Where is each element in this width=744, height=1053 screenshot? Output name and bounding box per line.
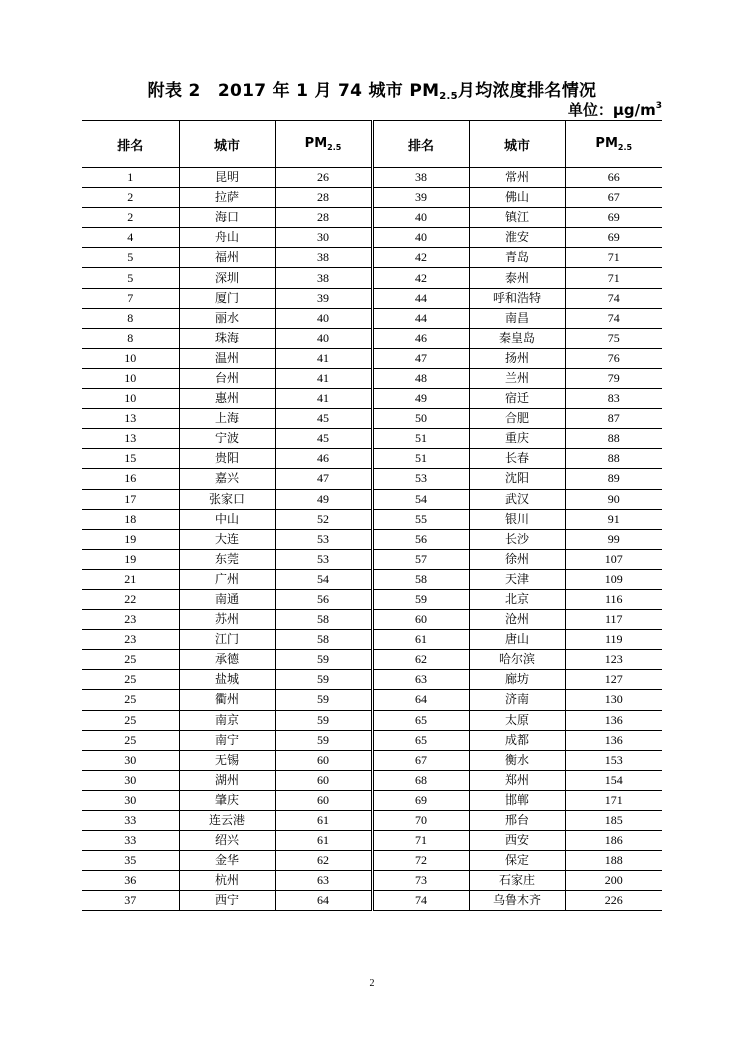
city-cell-right: 长沙 bbox=[469, 529, 565, 549]
pm-cell-right: 188 bbox=[565, 851, 662, 871]
rank-cell-right: 60 bbox=[372, 610, 469, 630]
city-cell-right: 宿迁 bbox=[469, 389, 565, 409]
table-row bbox=[82, 348, 662, 368]
rank-cell-left: 4 bbox=[82, 228, 179, 248]
city-cell-left: 绍兴 bbox=[179, 831, 275, 851]
rank-cell-left: 25 bbox=[82, 670, 179, 690]
table-row bbox=[82, 288, 662, 308]
city-cell-right: 北京 bbox=[469, 589, 565, 609]
pm-cell-left: 58 bbox=[275, 630, 372, 650]
rank-cell-right: 53 bbox=[372, 469, 469, 489]
city-cell-right: 保定 bbox=[469, 851, 565, 871]
rank-cell-left: 19 bbox=[82, 529, 179, 549]
unit-label bbox=[568, 99, 662, 120]
table-row bbox=[82, 188, 662, 208]
city-cell-left: 海口 bbox=[179, 208, 275, 228]
pm-cell-left: 47 bbox=[275, 469, 372, 489]
rank-cell-left: 25 bbox=[82, 710, 179, 730]
rank-cell-right: 47 bbox=[372, 348, 469, 368]
pm-cell-right: 74 bbox=[565, 308, 662, 328]
rank-cell-right: 73 bbox=[372, 871, 469, 891]
table-row bbox=[82, 750, 662, 770]
city-cell-right: 沧州 bbox=[469, 610, 565, 630]
city-cell-right: 佛山 bbox=[469, 188, 565, 208]
city-cell-left: 丽水 bbox=[179, 308, 275, 328]
city-cell-left: 连云港 bbox=[179, 811, 275, 831]
unit-text: 单位：μg/m bbox=[567, 101, 656, 119]
table-row bbox=[82, 630, 662, 650]
city-cell-right: 廊坊 bbox=[469, 670, 565, 690]
city-cell-right: 西安 bbox=[469, 831, 565, 851]
city-cell-right: 邢台 bbox=[469, 811, 565, 831]
city-cell-right: 常州 bbox=[469, 168, 565, 188]
city-cell-left: 盐城 bbox=[179, 670, 275, 690]
city-cell-right: 天津 bbox=[469, 569, 565, 589]
title-suffix: 月均浓度排名情况 bbox=[457, 81, 597, 101]
city-cell-right: 乌鲁木齐 bbox=[469, 891, 565, 911]
city-cell-left: 衢州 bbox=[179, 690, 275, 710]
pm-cell-right: 71 bbox=[565, 268, 662, 288]
table-row bbox=[82, 610, 662, 630]
pm-cell-left: 41 bbox=[275, 389, 372, 409]
table-row bbox=[82, 831, 662, 851]
pm-cell-right: 200 bbox=[565, 871, 662, 891]
pm-cell-right: 226 bbox=[565, 891, 662, 911]
city-cell-left: 温州 bbox=[179, 348, 275, 368]
table-row bbox=[82, 509, 662, 529]
rank-cell-left: 22 bbox=[82, 589, 179, 609]
table-row bbox=[82, 851, 662, 871]
rank-cell-right: 55 bbox=[372, 509, 469, 529]
rank-cell-left: 21 bbox=[82, 569, 179, 589]
pm-cell-left: 41 bbox=[275, 348, 372, 368]
city-cell-left: 拉萨 bbox=[179, 188, 275, 208]
pm-cell-right: 75 bbox=[565, 328, 662, 348]
city-cell-left: 南通 bbox=[179, 589, 275, 609]
rank-cell-right: 65 bbox=[372, 730, 469, 750]
city-cell-left: 承德 bbox=[179, 650, 275, 670]
city-cell-left: 杭州 bbox=[179, 871, 275, 891]
header-pm-subscript: 2.5 bbox=[327, 143, 342, 152]
pm-cell-right: 66 bbox=[565, 168, 662, 188]
rank-cell-left: 16 bbox=[82, 469, 179, 489]
pm-cell-right: 89 bbox=[565, 469, 662, 489]
rank-cell-right: 64 bbox=[372, 690, 469, 710]
pm-cell-right: 88 bbox=[565, 449, 662, 469]
rank-cell-right: 56 bbox=[372, 529, 469, 549]
table-row bbox=[82, 710, 662, 730]
city-cell-left: 珠海 bbox=[179, 328, 275, 348]
rank-cell-left: 1 bbox=[82, 168, 179, 188]
city-cell-left: 南京 bbox=[179, 710, 275, 730]
header-city-right: 城市 bbox=[469, 121, 565, 168]
table-row bbox=[82, 811, 662, 831]
header-city-left: 城市 bbox=[179, 121, 275, 168]
city-cell-left: 台州 bbox=[179, 368, 275, 388]
pm-cell-left: 53 bbox=[275, 549, 372, 569]
rank-cell-left: 25 bbox=[82, 730, 179, 750]
pm-cell-right: 76 bbox=[565, 348, 662, 368]
pm-cell-right: 91 bbox=[565, 509, 662, 529]
city-cell-right: 银川 bbox=[469, 509, 565, 529]
pm-cell-left: 60 bbox=[275, 750, 372, 770]
city-cell-left: 东莞 bbox=[179, 549, 275, 569]
pm-cell-left: 40 bbox=[275, 328, 372, 348]
rank-cell-right: 50 bbox=[372, 409, 469, 429]
title-subscript: 2.5 bbox=[439, 91, 458, 102]
city-cell-left: 江门 bbox=[179, 630, 275, 650]
table-row bbox=[82, 770, 662, 790]
city-cell-right: 衡水 bbox=[469, 750, 565, 770]
table-row bbox=[82, 489, 662, 509]
header-rank-left: 排名 bbox=[82, 121, 179, 168]
table-row bbox=[82, 589, 662, 609]
rank-cell-left: 5 bbox=[82, 268, 179, 288]
pm-cell-right: 74 bbox=[565, 288, 662, 308]
rank-cell-left: 17 bbox=[82, 489, 179, 509]
city-cell-right: 镇江 bbox=[469, 208, 565, 228]
pm-cell-right: 90 bbox=[565, 489, 662, 509]
pm-cell-right: 79 bbox=[565, 368, 662, 388]
city-cell-right: 呼和浩特 bbox=[469, 288, 565, 308]
pm-cell-right: 116 bbox=[565, 589, 662, 609]
city-cell-right: 徐州 bbox=[469, 549, 565, 569]
header-pm-text: PM bbox=[304, 136, 328, 151]
city-cell-right: 哈尔滨 bbox=[469, 650, 565, 670]
city-cell-right: 济南 bbox=[469, 690, 565, 710]
table-row bbox=[82, 690, 662, 710]
rank-cell-left: 8 bbox=[82, 328, 179, 348]
city-cell-right: 太原 bbox=[469, 710, 565, 730]
pm-cell-left: 64 bbox=[275, 891, 372, 911]
rank-cell-left: 19 bbox=[82, 549, 179, 569]
table-row bbox=[82, 449, 662, 469]
city-cell-left: 中山 bbox=[179, 509, 275, 529]
city-cell-left: 昆明 bbox=[179, 168, 275, 188]
pm-cell-right: 153 bbox=[565, 750, 662, 770]
rank-cell-left: 23 bbox=[82, 610, 179, 630]
table-row bbox=[82, 368, 662, 388]
rank-cell-right: 51 bbox=[372, 429, 469, 449]
rank-cell-right: 54 bbox=[372, 489, 469, 509]
city-cell-left: 南宁 bbox=[179, 730, 275, 750]
rank-cell-left: 30 bbox=[82, 770, 179, 790]
city-cell-right: 唐山 bbox=[469, 630, 565, 650]
rank-cell-right: 68 bbox=[372, 770, 469, 790]
table-row bbox=[82, 308, 662, 328]
table-row bbox=[82, 409, 662, 429]
pm-cell-left: 45 bbox=[275, 429, 372, 449]
rank-cell-left: 33 bbox=[82, 811, 179, 831]
pm-cell-right: 123 bbox=[565, 650, 662, 670]
pm-cell-left: 61 bbox=[275, 811, 372, 831]
city-cell-left: 舟山 bbox=[179, 228, 275, 248]
table-row bbox=[82, 529, 662, 549]
unit-superscript: 3 bbox=[655, 101, 662, 111]
pm-cell-left: 59 bbox=[275, 690, 372, 710]
header-rank-right: 排名 bbox=[372, 121, 469, 168]
rank-cell-left: 13 bbox=[82, 409, 179, 429]
pm-cell-right: 136 bbox=[565, 710, 662, 730]
pm-cell-left: 38 bbox=[275, 268, 372, 288]
city-cell-left: 大连 bbox=[179, 529, 275, 549]
pm-cell-right: 87 bbox=[565, 409, 662, 429]
city-cell-left: 西宁 bbox=[179, 891, 275, 911]
pm-cell-left: 60 bbox=[275, 790, 372, 810]
table-row bbox=[82, 650, 662, 670]
header-pm-right bbox=[565, 121, 662, 168]
rank-cell-left: 13 bbox=[82, 429, 179, 449]
table-row bbox=[82, 730, 662, 750]
pm-cell-left: 59 bbox=[275, 650, 372, 670]
rank-cell-left: 37 bbox=[82, 891, 179, 911]
rank-cell-right: 38 bbox=[372, 168, 469, 188]
table-row bbox=[82, 891, 662, 911]
pm-cell-left: 52 bbox=[275, 509, 372, 529]
rank-cell-left: 2 bbox=[82, 208, 179, 228]
pm-cell-right: 88 bbox=[565, 429, 662, 449]
rank-cell-right: 44 bbox=[372, 308, 469, 328]
rank-cell-right: 57 bbox=[372, 549, 469, 569]
city-cell-right: 沈阳 bbox=[469, 469, 565, 489]
city-cell-left: 金华 bbox=[179, 851, 275, 871]
city-cell-left: 张家口 bbox=[179, 489, 275, 509]
city-cell-left: 福州 bbox=[179, 248, 275, 268]
pm-cell-left: 56 bbox=[275, 589, 372, 609]
rank-cell-right: 71 bbox=[372, 831, 469, 851]
rank-cell-left: 10 bbox=[82, 348, 179, 368]
rank-cell-right: 65 bbox=[372, 710, 469, 730]
table-row bbox=[82, 549, 662, 569]
city-cell-left: 上海 bbox=[179, 409, 275, 429]
rank-cell-left: 23 bbox=[82, 630, 179, 650]
rank-cell-right: 74 bbox=[372, 891, 469, 911]
city-cell-right: 重庆 bbox=[469, 429, 565, 449]
table-row bbox=[82, 469, 662, 489]
rank-cell-right: 72 bbox=[372, 851, 469, 871]
pm-cell-left: 30 bbox=[275, 228, 372, 248]
table-row bbox=[82, 228, 662, 248]
rank-cell-left: 18 bbox=[82, 509, 179, 529]
pm-cell-left: 40 bbox=[275, 308, 372, 328]
city-cell-right: 兰州 bbox=[469, 368, 565, 388]
pm-cell-right: 71 bbox=[565, 248, 662, 268]
city-cell-right: 长春 bbox=[469, 449, 565, 469]
pm-cell-left: 62 bbox=[275, 851, 372, 871]
header-pm-left bbox=[275, 121, 372, 168]
city-cell-right: 合肥 bbox=[469, 409, 565, 429]
rank-cell-right: 49 bbox=[372, 389, 469, 409]
rank-cell-left: 33 bbox=[82, 831, 179, 851]
table-row bbox=[82, 670, 662, 690]
pm-cell-left: 28 bbox=[275, 188, 372, 208]
city-cell-right: 扬州 bbox=[469, 348, 565, 368]
table-body bbox=[82, 168, 662, 911]
city-cell-right: 石家庄 bbox=[469, 871, 565, 891]
rank-cell-right: 44 bbox=[372, 288, 469, 308]
pm-cell-right: 185 bbox=[565, 811, 662, 831]
pm-cell-left: 38 bbox=[275, 248, 372, 268]
rank-cell-left: 7 bbox=[82, 288, 179, 308]
table-row bbox=[82, 268, 662, 288]
rank-cell-left: 30 bbox=[82, 750, 179, 770]
rank-cell-right: 67 bbox=[372, 750, 469, 770]
rank-cell-right: 42 bbox=[372, 268, 469, 288]
header-pm-text: PM bbox=[595, 136, 618, 151]
table-row bbox=[82, 790, 662, 810]
pm-cell-right: 109 bbox=[565, 569, 662, 589]
pm-cell-left: 49 bbox=[275, 489, 372, 509]
city-cell-left: 深圳 bbox=[179, 268, 275, 288]
rank-cell-right: 46 bbox=[372, 328, 469, 348]
city-cell-right: 秦皇岛 bbox=[469, 328, 565, 348]
city-cell-right: 武汉 bbox=[469, 489, 565, 509]
pm-cell-right: 136 bbox=[565, 730, 662, 750]
pm-cell-right: 119 bbox=[565, 630, 662, 650]
city-cell-left: 广州 bbox=[179, 569, 275, 589]
rank-cell-left: 30 bbox=[82, 790, 179, 810]
rank-cell-right: 62 bbox=[372, 650, 469, 670]
city-cell-right: 泰州 bbox=[469, 268, 565, 288]
rank-cell-left: 35 bbox=[82, 851, 179, 871]
rank-cell-right: 69 bbox=[372, 790, 469, 810]
pm-cell-left: 58 bbox=[275, 610, 372, 630]
city-cell-left: 无锡 bbox=[179, 750, 275, 770]
city-cell-right: 郑州 bbox=[469, 770, 565, 790]
pm-cell-right: 186 bbox=[565, 831, 662, 851]
pm-cell-right: 154 bbox=[565, 770, 662, 790]
rank-cell-right: 51 bbox=[372, 449, 469, 469]
rank-cell-left: 10 bbox=[82, 389, 179, 409]
pm-cell-right: 69 bbox=[565, 208, 662, 228]
city-cell-right: 邯郸 bbox=[469, 790, 565, 810]
rank-cell-right: 63 bbox=[372, 670, 469, 690]
pm-cell-right: 130 bbox=[565, 690, 662, 710]
table-header-row bbox=[82, 121, 662, 168]
city-cell-right: 南昌 bbox=[469, 308, 565, 328]
title-prefix: 附表 2 2017 年 1 月 74 城市 PM bbox=[147, 81, 440, 101]
pm-cell-right: 171 bbox=[565, 790, 662, 810]
city-cell-right: 淮安 bbox=[469, 228, 565, 248]
rank-cell-left: 15 bbox=[82, 449, 179, 469]
pm-cell-left: 59 bbox=[275, 710, 372, 730]
rank-cell-right: 40 bbox=[372, 228, 469, 248]
ranking-table bbox=[82, 120, 662, 911]
pm-cell-right: 127 bbox=[565, 670, 662, 690]
pm-cell-left: 63 bbox=[275, 871, 372, 891]
city-cell-left: 厦门 bbox=[179, 288, 275, 308]
rank-cell-left: 5 bbox=[82, 248, 179, 268]
pm-cell-left: 26 bbox=[275, 168, 372, 188]
rank-cell-right: 42 bbox=[372, 248, 469, 268]
pm-cell-right: 117 bbox=[565, 610, 662, 630]
pm-cell-left: 59 bbox=[275, 730, 372, 750]
pm-cell-left: 46 bbox=[275, 449, 372, 469]
rank-cell-left: 2 bbox=[82, 188, 179, 208]
city-cell-right: 成都 bbox=[469, 730, 565, 750]
city-cell-left: 苏州 bbox=[179, 610, 275, 630]
pm-cell-right: 99 bbox=[565, 529, 662, 549]
pm-cell-left: 59 bbox=[275, 670, 372, 690]
pm-cell-left: 61 bbox=[275, 831, 372, 851]
pm-cell-left: 28 bbox=[275, 208, 372, 228]
pm-cell-right: 67 bbox=[565, 188, 662, 208]
city-cell-right: 青岛 bbox=[469, 248, 565, 268]
table-row bbox=[82, 389, 662, 409]
table-row bbox=[82, 429, 662, 449]
rank-cell-right: 48 bbox=[372, 368, 469, 388]
table-row bbox=[82, 248, 662, 268]
pm-cell-left: 53 bbox=[275, 529, 372, 549]
table-row bbox=[82, 328, 662, 348]
rank-cell-left: 10 bbox=[82, 368, 179, 388]
rank-cell-right: 61 bbox=[372, 630, 469, 650]
city-cell-left: 宁波 bbox=[179, 429, 275, 449]
city-cell-left: 贵阳 bbox=[179, 449, 275, 469]
rank-cell-right: 39 bbox=[372, 188, 469, 208]
pm-cell-left: 41 bbox=[275, 368, 372, 388]
rank-cell-left: 25 bbox=[82, 690, 179, 710]
rank-cell-left: 36 bbox=[82, 871, 179, 891]
rank-cell-right: 40 bbox=[372, 208, 469, 228]
rank-cell-right: 59 bbox=[372, 589, 469, 609]
pm-cell-right: 107 bbox=[565, 549, 662, 569]
page-number: 2 bbox=[369, 978, 375, 989]
pm-cell-right: 83 bbox=[565, 389, 662, 409]
rank-cell-left: 8 bbox=[82, 308, 179, 328]
city-cell-left: 惠州 bbox=[179, 389, 275, 409]
header-pm-subscript: 2.5 bbox=[617, 143, 633, 152]
rank-cell-right: 70 bbox=[372, 811, 469, 831]
pm-cell-right: 69 bbox=[565, 228, 662, 248]
rank-cell-left: 25 bbox=[82, 650, 179, 670]
pm-cell-left: 54 bbox=[275, 569, 372, 589]
rank-cell-right: 58 bbox=[372, 569, 469, 589]
pm-cell-left: 39 bbox=[275, 288, 372, 308]
city-cell-left: 湖州 bbox=[179, 770, 275, 790]
city-cell-left: 肇庆 bbox=[179, 790, 275, 810]
pm-cell-left: 45 bbox=[275, 409, 372, 429]
table-row bbox=[82, 569, 662, 589]
table-row bbox=[82, 871, 662, 891]
table-row bbox=[82, 168, 662, 188]
table-row bbox=[82, 208, 662, 228]
city-cell-left: 嘉兴 bbox=[179, 469, 275, 489]
pm-cell-left: 60 bbox=[275, 770, 372, 790]
